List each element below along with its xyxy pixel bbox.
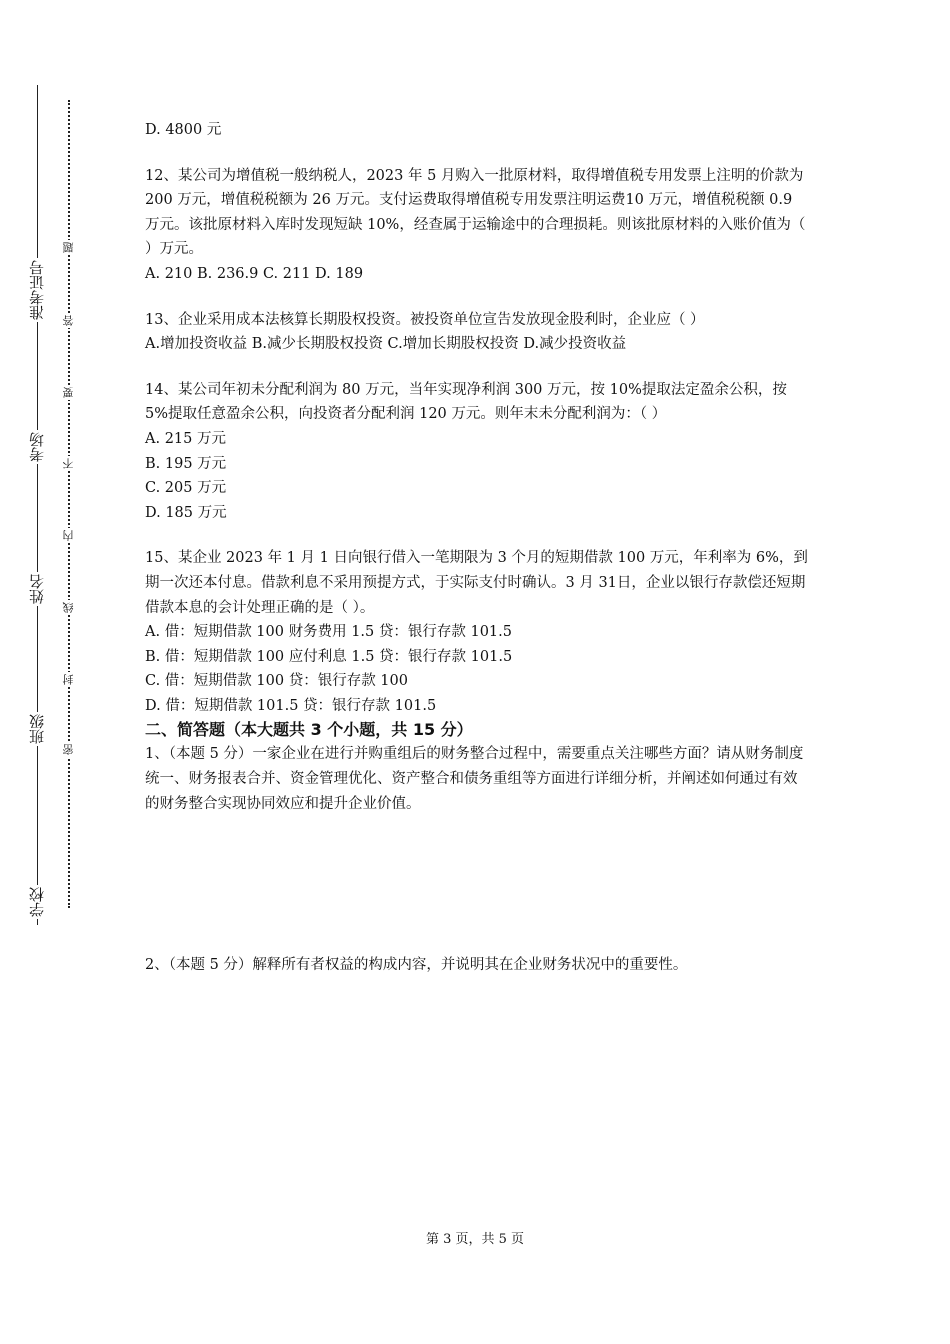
seal-char: 要 [58, 385, 80, 400]
q15-stem: 15、某企业 2023 年 1 月 1 日向银行借入一笔期限为 3 个月的短期借款 100 万元，年利率为 6%，到期一次还本付息。借款利息不采用预提方式，于实际支付时确认。3 月 31日，企业以银行存款偿还短期借款本息的会计处理正确的是（ ）。 [145, 550, 808, 616]
field-name-label: 姓名 [20, 572, 54, 606]
q15-option-b: B. 借：短期借款 100 应付利息 1.5 贷：银行存款 101.5 [145, 648, 513, 665]
q13-stem: 13、企业采用成本法核算长期股权投资。被投资单位宣告发放现金股利时，企业应（ ） [145, 311, 705, 328]
binding-margin [0, 0, 100, 1344]
q12-stem: 12、某公司为增值税一般纳税人，2023 年 5 月购入一批原材料，取得增值税专用发票上注明的价款为 200 万元，增值税税额为 26 万元。支付运费取得增值税专用发票注明运费10 万元，增值税税额 0.9 万元。该批原材料入库时发现短缺 10%，经查属于运输途中的合理损耗。则该批原材料的入账价值为（ ）万元。 [145, 167, 810, 258]
short-answer-q1: 1、（本题 5 分）一家企业在进行并购重组后的财务整合过程中，需要重点关注哪些方面？请从财务制度统一、财务报表合并、资金管理优化、资产整合和债务重组等方面进行详细分析，并阐述如何通过有效的财务整合实现协同效应和提升企业价值。 [145, 746, 804, 812]
binding-dotted-line [68, 100, 70, 908]
seal-char: 答 [58, 313, 80, 328]
seal-char: 线 [58, 600, 80, 615]
seal-char: 题 [58, 240, 80, 255]
field-class-label: 班级 [20, 712, 54, 746]
q14-stem: 14、某公司年初未分配利润为 80 万元，当年实现净利润 300 万元，按 10%提取法定盈余公积，按 5%提取任意盈余公积，向投资者分配利润 120 万元。则年末未分配利润为：（ ） [145, 381, 792, 423]
seal-char: 封 [58, 672, 80, 687]
short-answer-q2: 2、（本题 5 分）解释所有者权益的构成内容，并说明其在企业财务状况中的重要性。 [145, 957, 688, 974]
q11-option-d: D. 4800 元 [145, 122, 222, 138]
q14-option-b: B. 195 万元 [145, 455, 227, 472]
page-footer: 第 3 页，共 5 页 [425, 1232, 525, 1247]
answer-space [145, 816, 810, 953]
q15-option-a: A. 借：短期借款 100 财务费用 1.5 贷：银行存款 101.5 [145, 624, 512, 641]
q15-option-d: D. 借：短期借款 101.5 贷：银行存款 101.5 [145, 697, 437, 714]
q14-option-a: A. 215 万元 [145, 430, 226, 447]
field-exam-id-label: 准考证号 [20, 258, 54, 322]
seal-char: 内 [58, 528, 80, 543]
q14-option-c: C. 205 万元 [145, 480, 227, 497]
field-exam-room-label: 考场 [20, 430, 54, 464]
seal-char: 不 [58, 456, 80, 471]
q14-option-d: D. 185 万元 [145, 504, 227, 521]
q13-options: A.增加投资收益 B.减少长期股权投资 C.增加长期股权投资 D.减少投资收益 [145, 336, 627, 353]
q12-options: A. 210 B. 236.9 C. 211 D. 189 [145, 265, 364, 282]
q15-option-c: C. 借：短期借款 100 贷：银行存款 100 [145, 673, 408, 690]
binding-solid-line [37, 85, 38, 925]
exam-content [145, 118, 810, 978]
field-school-label: 学校 [20, 885, 54, 919]
seal-char: 密 [58, 742, 80, 757]
section-2-title: 二、简答题（本大题共 3 个小题，共 15 分） [145, 720, 473, 740]
